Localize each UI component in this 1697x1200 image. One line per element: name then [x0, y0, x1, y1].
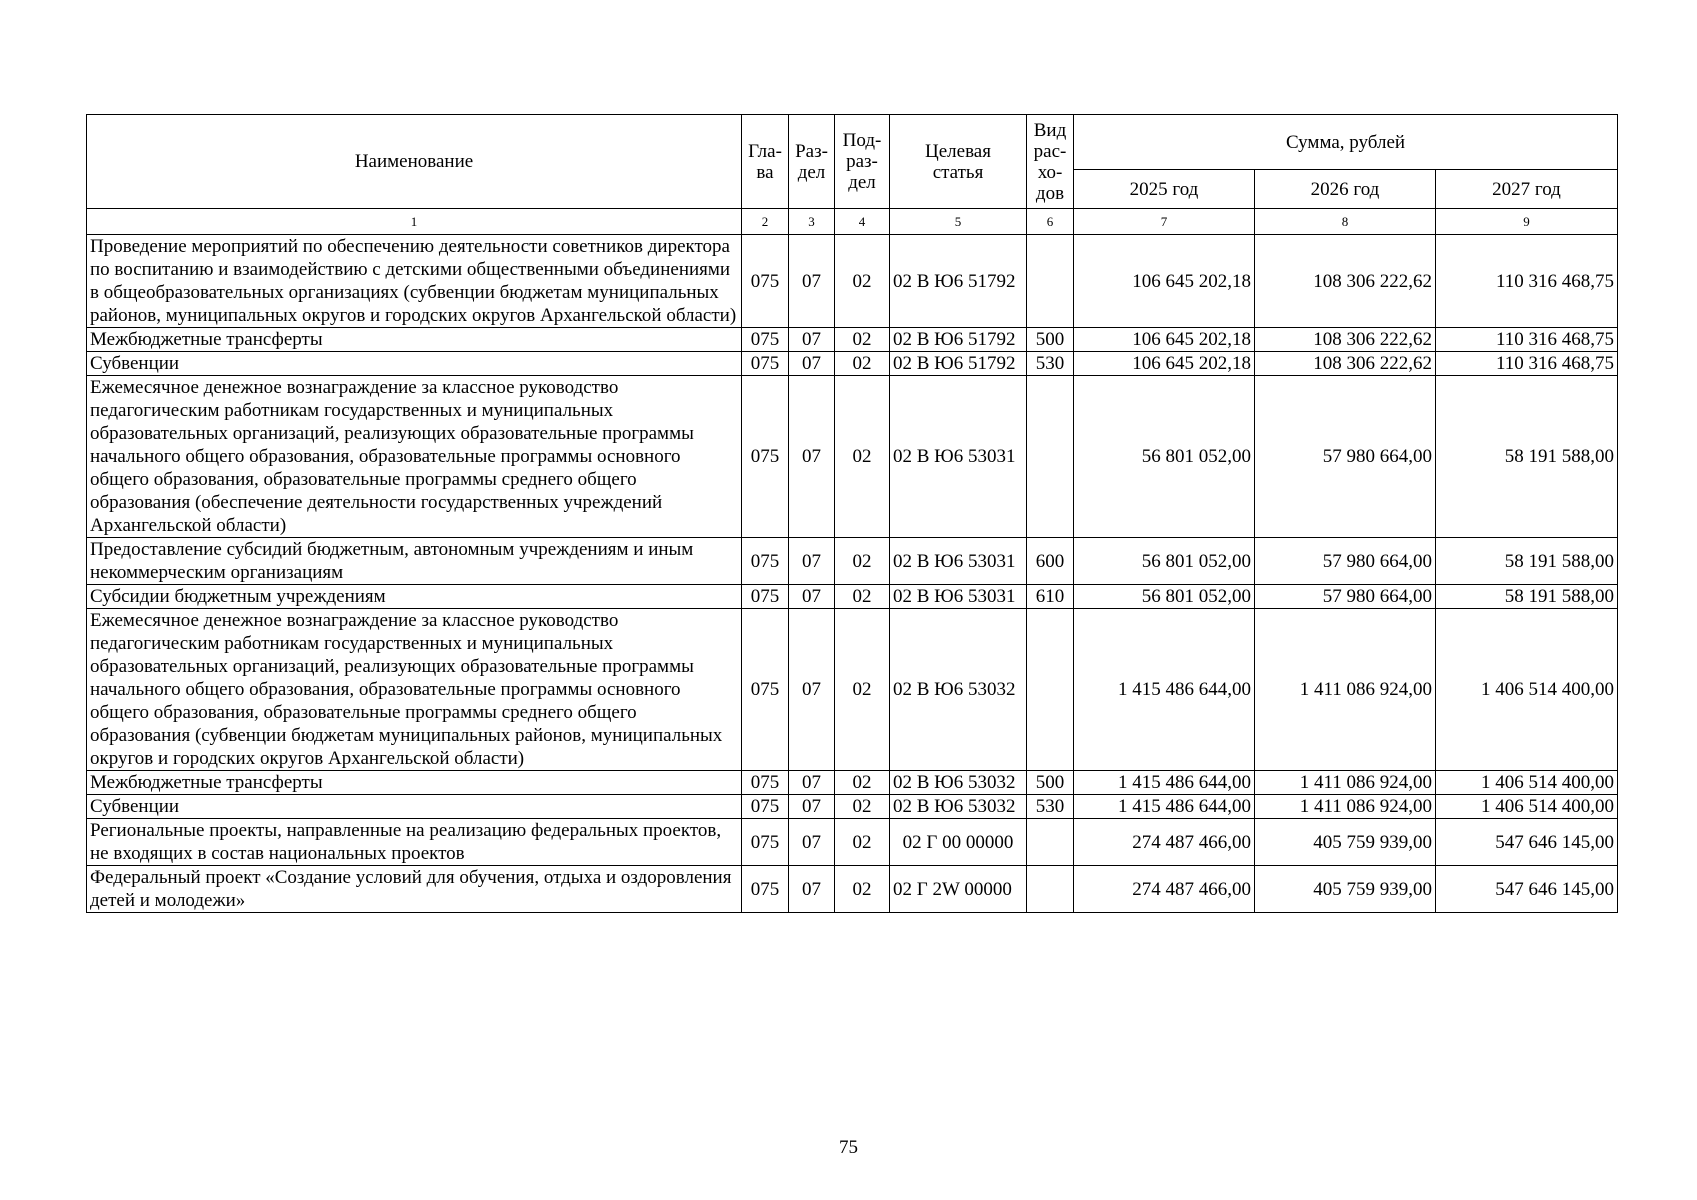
cell-razdel: 07: [789, 352, 835, 376]
cell-2025: 56 801 052,00: [1074, 376, 1255, 538]
cell-2027: 110 316 468,75: [1436, 328, 1618, 352]
cell-glava: 075: [742, 328, 789, 352]
cell-target: 02 В Ю6 51792: [890, 352, 1027, 376]
cell-podrazdel: 02: [835, 866, 890, 913]
cell-2025: 106 645 202,18: [1074, 352, 1255, 376]
cell-2025: 106 645 202,18: [1074, 235, 1255, 328]
cell-glava: 075: [742, 609, 789, 771]
cell-name: Ежемесячное денежное вознаграждение за классное руководство педагогическим работникам государственных и муниципальных образовательных организаций, реализующих образовательные программы начального общего образования, образовательные программы основного общего образования, образовательные программы среднего общего образования (субвенции бюджетам муниципальных районов, муниципальных округов и городских округов Архангельской области): [87, 609, 742, 771]
header-sum: Сумма, рублей: [1074, 115, 1618, 170]
column-number: 7: [1074, 209, 1255, 235]
table-row: [87, 235, 1618, 328]
cell-2026: 108 306 222,62: [1255, 352, 1436, 376]
cell-name: Предоставление субсидий бюджетным, автономным учреждениям и иным некоммерческим организациям: [87, 538, 742, 585]
cell-target: 02 В Ю6 51792: [890, 235, 1027, 328]
cell-razdel: 07: [789, 819, 835, 866]
cell-vid: [1027, 819, 1074, 866]
cell-vid: 600: [1027, 538, 1074, 585]
cell-target: 02 В Ю6 53032: [890, 609, 1027, 771]
cell-2026: 405 759 939,00: [1255, 866, 1436, 913]
cell-glava: 075: [742, 235, 789, 328]
table-row: [87, 352, 1618, 376]
budget-table: [86, 114, 1618, 913]
cell-razdel: 07: [789, 585, 835, 609]
cell-name: Федеральный проект «Создание условий для обучения, отдыха и оздоровления детей и молодежи»: [87, 866, 742, 913]
cell-podrazdel: 02: [835, 235, 890, 328]
cell-razdel: 07: [789, 609, 835, 771]
cell-podrazdel: 02: [835, 609, 890, 771]
cell-vid: 500: [1027, 328, 1074, 352]
cell-glava: 075: [742, 795, 789, 819]
cell-target: 02 Г 00 00000: [890, 819, 1027, 866]
cell-glava: 075: [742, 376, 789, 538]
table-row: [87, 866, 1618, 913]
cell-vid: [1027, 235, 1074, 328]
header-year-2027: 2027 год: [1436, 170, 1618, 209]
cell-2027: 1 406 514 400,00: [1436, 795, 1618, 819]
cell-vid: [1027, 609, 1074, 771]
cell-2026: 108 306 222,62: [1255, 328, 1436, 352]
cell-target: 02 В Ю6 53032: [890, 795, 1027, 819]
cell-razdel: 07: [789, 795, 835, 819]
cell-2027: 110 316 468,75: [1436, 352, 1618, 376]
cell-2026: 108 306 222,62: [1255, 235, 1436, 328]
cell-2026: 57 980 664,00: [1255, 376, 1436, 538]
cell-2027: 58 191 588,00: [1436, 585, 1618, 609]
cell-razdel: 07: [789, 235, 835, 328]
cell-2027: 547 646 145,00: [1436, 866, 1618, 913]
table-row: [87, 585, 1618, 609]
cell-razdel: 07: [789, 866, 835, 913]
cell-razdel: 07: [789, 771, 835, 795]
cell-2027: 110 316 468,75: [1436, 235, 1618, 328]
cell-2025: 1 415 486 644,00: [1074, 771, 1255, 795]
cell-2027: 1 406 514 400,00: [1436, 771, 1618, 795]
table-row: [87, 538, 1618, 585]
cell-2026: 57 980 664,00: [1255, 538, 1436, 585]
column-numbers-row: [87, 209, 1618, 235]
cell-name: Межбюджетные трансферты: [87, 328, 742, 352]
cell-2025: 274 487 466,00: [1074, 819, 1255, 866]
cell-2027: 1 406 514 400,00: [1436, 609, 1618, 771]
cell-razdel: 07: [789, 538, 835, 585]
cell-2026: 1 411 086 924,00: [1255, 795, 1436, 819]
cell-name: Региональные проекты, направленные на реализацию федеральных проектов, не входящих в состав национальных проектов: [87, 819, 742, 866]
cell-vid: [1027, 866, 1074, 913]
cell-target: 02 В Ю6 53031: [890, 376, 1027, 538]
cell-vid: 500: [1027, 771, 1074, 795]
header-razdel: Раз- дел: [789, 115, 835, 209]
cell-2025: 56 801 052,00: [1074, 585, 1255, 609]
cell-name: Субвенции: [87, 352, 742, 376]
cell-2027: 58 191 588,00: [1436, 376, 1618, 538]
cell-2025: 56 801 052,00: [1074, 538, 1255, 585]
cell-target: 02 В Ю6 51792: [890, 328, 1027, 352]
cell-name: Субвенции: [87, 795, 742, 819]
cell-podrazdel: 02: [835, 328, 890, 352]
cell-vid: [1027, 376, 1074, 538]
header-year-2026: 2026 год: [1255, 170, 1436, 209]
cell-2026: 405 759 939,00: [1255, 819, 1436, 866]
cell-2027: 58 191 588,00: [1436, 538, 1618, 585]
cell-target: 02 В Ю6 53031: [890, 585, 1027, 609]
cell-2026: 57 980 664,00: [1255, 585, 1436, 609]
cell-glava: 075: [742, 352, 789, 376]
column-number: 3: [789, 209, 835, 235]
cell-podrazdel: 02: [835, 376, 890, 538]
cell-2027: 547 646 145,00: [1436, 819, 1618, 866]
header-year-2025: 2025 год: [1074, 170, 1255, 209]
cell-vid: 610: [1027, 585, 1074, 609]
table-row: [87, 609, 1618, 771]
cell-name: Межбюджетные трансферты: [87, 771, 742, 795]
cell-glava: 075: [742, 585, 789, 609]
table-row: [87, 328, 1618, 352]
column-number: 8: [1255, 209, 1436, 235]
cell-target: 02 Г 2W 00000: [890, 866, 1027, 913]
page-number: 75: [839, 1137, 858, 1158]
cell-vid: 530: [1027, 352, 1074, 376]
header-target: Целевая статья: [890, 115, 1027, 209]
cell-name: Проведение мероприятий по обеспечению деятельности советников директора по воспитанию и взаимодействию с детскими общественными объединениями в общеобразовательных организациях (субвенции бюджетам муниципальных районов, муниципальных округов и городских округов Архангельской области): [87, 235, 742, 328]
cell-podrazdel: 02: [835, 771, 890, 795]
table-row: [87, 376, 1618, 538]
header-vid: Вид рас- хо- дов: [1027, 115, 1074, 209]
cell-glava: 075: [742, 819, 789, 866]
cell-target: 02 В Ю6 53032: [890, 771, 1027, 795]
cell-razdel: 07: [789, 328, 835, 352]
column-number: 2: [742, 209, 789, 235]
cell-target: 02 В Ю6 53031: [890, 538, 1027, 585]
cell-glava: 075: [742, 538, 789, 585]
table-body: [87, 235, 1618, 913]
cell-2025: 274 487 466,00: [1074, 866, 1255, 913]
cell-podrazdel: 02: [835, 538, 890, 585]
header-name: Наименование: [87, 115, 742, 209]
cell-razdel: 07: [789, 376, 835, 538]
cell-podrazdel: 02: [835, 819, 890, 866]
cell-podrazdel: 02: [835, 795, 890, 819]
cell-2025: 106 645 202,18: [1074, 328, 1255, 352]
column-number: 1: [87, 209, 742, 235]
cell-glava: 075: [742, 771, 789, 795]
header-row: [87, 115, 1618, 170]
cell-podrazdel: 02: [835, 585, 890, 609]
cell-2025: 1 415 486 644,00: [1074, 795, 1255, 819]
header-podrazdel: Под- раз- дел: [835, 115, 890, 209]
table-row: [87, 771, 1618, 795]
cell-2025: 1 415 486 644,00: [1074, 609, 1255, 771]
table-row: [87, 795, 1618, 819]
table-row: [87, 819, 1618, 866]
cell-glava: 075: [742, 866, 789, 913]
cell-2026: 1 411 086 924,00: [1255, 609, 1436, 771]
cell-name: Ежемесячное денежное вознаграждение за классное руководство педагогическим работникам государственных и муниципальных образовательных организаций, реализующих образовательные программы начального общего образования, образовательные программы основного общего образования, образовательные программы среднего общего образования (обеспечение деятельности государственных учреждений Архангельской области): [87, 376, 742, 538]
column-number: 6: [1027, 209, 1074, 235]
column-number: 4: [835, 209, 890, 235]
column-number: 9: [1436, 209, 1618, 235]
cell-vid: 530: [1027, 795, 1074, 819]
header-glava: Гла- ва: [742, 115, 789, 209]
cell-name: Субсидии бюджетным учреждениям: [87, 585, 742, 609]
cell-podrazdel: 02: [835, 352, 890, 376]
cell-2026: 1 411 086 924,00: [1255, 771, 1436, 795]
column-number: 5: [890, 209, 1027, 235]
